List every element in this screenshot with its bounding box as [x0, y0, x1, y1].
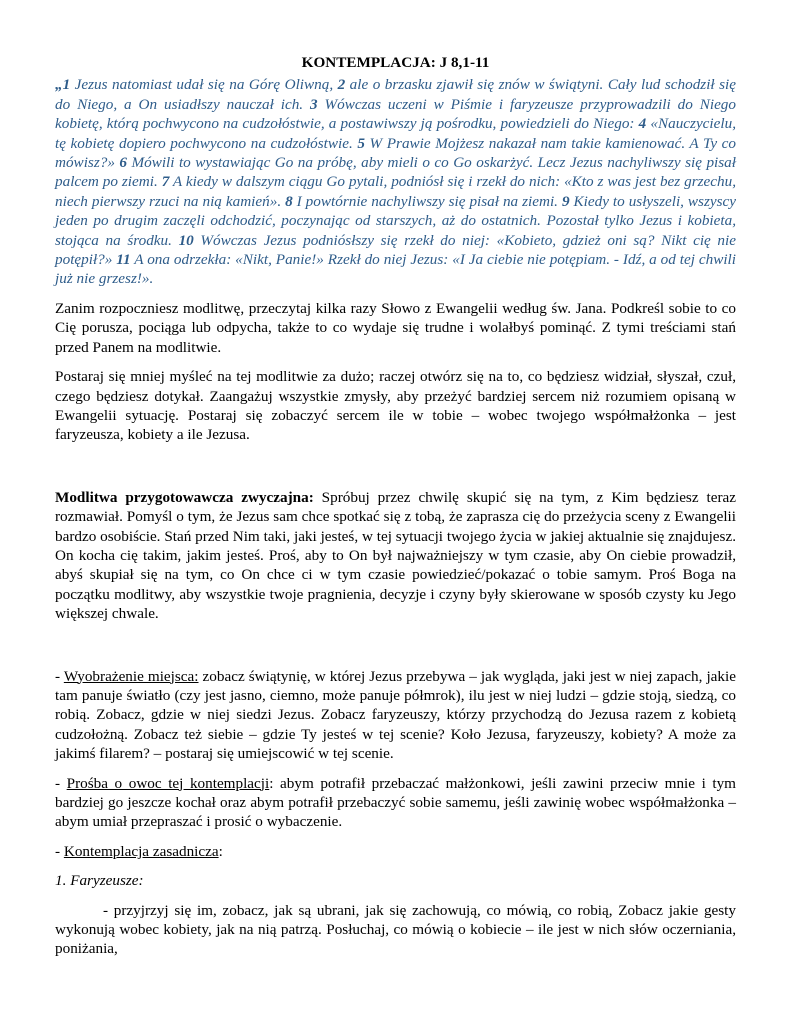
petition-text: : abym potrafił przebaczać małżonkowi, jeśli zawini przeciw mnie i tym bardziej go jeszcze kochał oraz abym potrafił przebaczyć sobie samemu, jeśli zawinię wobec współmałżonka – abym umiał przepraszać i prosić o wybaczenie.: [55, 774, 736, 831]
verse-text: Jezus natomiast udał się na Górę Oliwną,: [70, 76, 338, 94]
verse-text: I powtórnie nachyliwszy się pisał na ziemi.: [292, 192, 562, 210]
verse-number: 3: [310, 95, 318, 113]
verse-text: A ona odrzekła: «Nikt, Panie!» Rzekł do niej Jezus: «I Ja ciebie nie potępiam. - Idź, a od tej chwili już nie grzesz!».: [55, 251, 736, 288]
verse-number: „1: [55, 76, 71, 94]
colon: :: [218, 842, 223, 860]
verse-number: 6: [119, 154, 127, 172]
spacer: [55, 634, 736, 667]
section-pharisees-text: - przyjrzyj się im, zobacz, jak są ubrani, jak się zachowują, co mówią, co robią, Zobacz jakie gesty wykonują wobec kobiety, jak na nią patrzą. Posłuchaj, co mówią o kobiecie – ile jest w nich słów oczerniania, poniżania,: [55, 901, 736, 958]
verse-text: Wówczas Jezus podniósłszy się rzekł do niej: «Kobieto, gdzież oni są? Nikt cię nie potępił?»: [55, 231, 736, 269]
verse-text: ale o brzasku zjawił się znów w świątyni. Cały lud schodził się do Niego, a On usiadłszy nauczał ich.: [55, 76, 737, 113]
petition-for-fruit: [55, 774, 736, 832]
verse-number: 11: [116, 251, 131, 269]
preparatory-prayer-label: Modlitwa przygotowawcza zwyczajna:: [55, 488, 314, 506]
bullet-dash: -: [55, 667, 64, 685]
verse-number: 5: [357, 134, 365, 152]
verse-text: A kiedy w dalszym ciągu Go pytali, podniósł się i rzekł do nich: «Kto z was jest bez grzechu, niech pierwszy rzuci na nią kamień».: [55, 173, 737, 210]
verse-text: Kiedy to usłyszeli, wszyscy jeden po drugim zaczęli odchodzić, poczynając od starszych, aż do ostatnich. Pozostał tylko Jezus i kobieta, stojąca na środku.: [55, 192, 737, 249]
bullet-dash: -: [55, 842, 64, 860]
verse-number: 2: [337, 76, 346, 94]
composition-of-place: [55, 667, 736, 764]
intro-paragraph: Zanim rozpoczniesz modlitwę, przeczytaj kilka razy Słowo z Ewangelii według św. Jana. Podkreśl sobie to co Cię porusza, pociąga lub odpycha, także to co wydaje się trudne i wolałbyś pominąć. Z tymi treściami stań przed Panem na modlitwie.: [55, 299, 736, 356]
main-contemplation-label: Kontemplacja zasadnicza: [63, 842, 219, 860]
verse-text: W Prawie Mojżesz nakazał nam takie kamienować. A Ty co mówisz?»: [55, 134, 736, 172]
preparatory-prayer: [55, 488, 736, 624]
composition-of-place-text: zobacz świątynię, w której Jezus przebywa – jak wygląda, jaki jest w niej zapach, jakie tam panuje światło (czy jest jasno, ciemno, może panuje półmrok), ilu jest w niej ludzi – gdzie stoją, siedzą, co robią. Zobacz, gdzie w niej siedzi Jezus. Zobacz faryzeuszy, którzy przychodzą do Jezusa razem z kobietą cudzołożną. Zobacz też siebie – gdzie Ty jesteś w tej scenie? Koło Jezusa, faryzeuszy, kobiety? A może za jakimś filarem? – postaraj się umiejscowić w tej scenie.: [55, 667, 736, 763]
spacer: [55, 455, 736, 488]
gospel-passage: [55, 75, 736, 288]
senses-paragraph: Postaraj się mniej myśleć na tej modlitwie za dużo; raczej otwórz się na to, co będziesz widział, słyszał, czuł, czego będziesz dotykał. Zaangażuj wszystkie zmysły, aby przeżyć bardziej sercem niż rozumiem opisaną w Ewangelii sytuację. Postaraj się zobaczyć sercem ile w tobie – wobec twojego współmałżonka – jest faryzeusza, kobiety a ile Jezusa.: [55, 368, 736, 444]
verse-number: 10: [178, 231, 194, 249]
verse-text: Mówili to wystawiając Go na próbę, aby mieli o co Go oskarżyć. Lecz Jezus nachyliwszy się pisał palcem po ziemi.: [55, 154, 736, 191]
verse-number: 7: [161, 173, 170, 191]
bullet-dash: -: [55, 774, 67, 792]
verse-number: 9: [561, 192, 570, 210]
verse-number: 4: [638, 115, 647, 133]
verse-number: 8: [285, 192, 293, 210]
verse-text: «Nauczycielu, tę kobietę dopiero pochwycono na cudzołóstwie.: [55, 115, 736, 152]
section-pharisees-heading: 1. Faryzeusze:: [55, 872, 144, 890]
petition-label: Prośba o owoc tej kontemplacji: [66, 774, 270, 792]
preparatory-prayer-text: Spróbuj przez chwilę skupić się na tym, z Kim będziesz teraz rozmawiał. Pomyśl o tym, że Jezus sam chce spotkać się z tobą, że zaprasza cię do przeżycia sceny z Ewangelii bardzo osobiście. Stań przed Nim taki, jaki jesteś, w tej sytuacji twojego życia w jakiej aktualnie się znajdujesz. On kocha cię takim, jakim jesteś. Proś, aby to On był najważniejszy w tym czasie, aby On ciebie prowadził, abyś skupiał się na tym, co On chce ci w tym czasie powiedzieć/pokazać o tobie samym. Proś Boga na początku modlitwy, aby wszystkie twoje pragnienia, decyzje i czyny były skierowane w sposób czysty ku Jego większej chwale.: [55, 488, 736, 623]
composition-of-place-label: Wyobrażenie miejsca:: [63, 667, 199, 685]
main-contemplation-heading: [55, 842, 736, 861]
verse-text: Wówczas uczeni w Piśmie i faryzeusze przyprowadzili do Niego kobietę, którą pochwycono na cudzołóstwie, a postawiwszy ją pośrodku, powiedzieli do Niego:: [55, 95, 736, 133]
page-title: KONTEMPLACJA: J 8,1-11: [301, 54, 490, 71]
